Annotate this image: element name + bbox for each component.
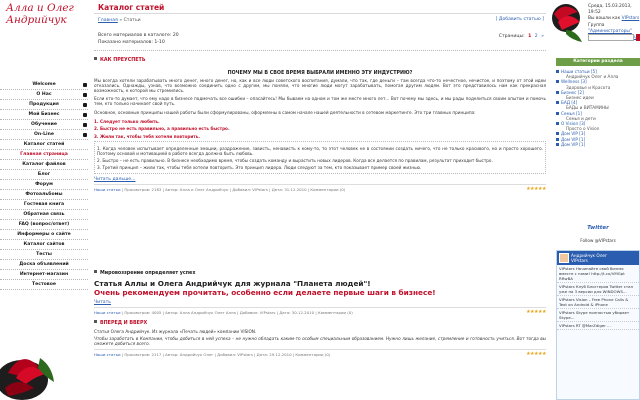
category-link[interactable]: Бизнес [2] bbox=[561, 89, 584, 95]
nav-item-feedback[interactable] bbox=[0, 210, 88, 220]
category-bullet-icon bbox=[556, 101, 559, 104]
nav-item-board[interactable] bbox=[0, 260, 88, 270]
meta-category-link[interactable]: Наши статьи bbox=[94, 310, 121, 315]
nav-label: Главная страница bbox=[20, 152, 68, 157]
categories-list bbox=[556, 69, 640, 147]
page-next-link[interactable]: » bbox=[541, 34, 544, 39]
nav-label: FAQ (вопрос/ответ) bbox=[18, 222, 70, 227]
nav-label: Интернет-магазин bbox=[19, 272, 69, 277]
avatar[interactable] bbox=[559, 253, 569, 263]
article-heading: ПОЧЕМУ МЫ В СВОЕ ВРЕМЯ ВЫБРАЛИ ИМЕННО ЭТУ ИНДУСТРИЮ? bbox=[227, 71, 413, 76]
category-bullet-icon bbox=[556, 80, 559, 83]
nav-label: On-Line bbox=[34, 132, 54, 137]
nav-label: Каталог статей bbox=[23, 142, 65, 147]
article-paragraph: Если кто-то думает, что ему надо в бизнесе подмечать все ошибки – опасайтесь! Мы бываем на одном и том же месте много лет... Вот почему мы здесь, и мы рады поделиться своим опытом и помочь тем, кто только начинает свой путь. bbox=[94, 95, 546, 106]
article-entry bbox=[94, 270, 546, 315]
article-title[interactable] bbox=[94, 57, 546, 63]
tweet-item: VIPstars Vision – Free Phone Calls & Text on Android & iPhone bbox=[557, 296, 639, 309]
article-title-text: ВПЕРЕД И ВВЕРХ bbox=[100, 321, 148, 326]
category-bullet-icon bbox=[556, 91, 559, 94]
menu-bullet-icon bbox=[83, 93, 87, 97]
article-paragraph: Основное, основные принципы нашей работы были сформулированы, оформлены в самом начале нашей деятельности в сетевом маркетинге. Это три главных принципа: bbox=[94, 110, 476, 116]
breadcrumb bbox=[98, 18, 141, 23]
category-link[interactable]: Дом VIP [1] bbox=[561, 136, 586, 142]
nav-item-site-catalog[interactable] bbox=[0, 240, 88, 250]
nav-item-informers[interactable] bbox=[0, 230, 88, 240]
menu-bullet-icon bbox=[83, 83, 87, 87]
category-bullet-icon bbox=[556, 143, 559, 146]
page-link-2[interactable]: 2 bbox=[534, 34, 538, 39]
logo-line-1: Алла и Олег bbox=[6, 2, 74, 14]
principle-detail: 3. Третий принцип – жили так, чтобы тебя хотели повторить. Это принцип лидера. Люди следуют за тем, кто показывает пример своей жизнью. bbox=[97, 165, 422, 171]
nav-item-shop[interactable] bbox=[0, 270, 88, 280]
article-meta bbox=[94, 184, 546, 192]
nav-item-photos[interactable] bbox=[0, 190, 88, 200]
nav-item-business[interactable] bbox=[0, 110, 88, 120]
category-link[interactable]: Семья [1] bbox=[561, 110, 582, 116]
user-link[interactable]: VIPstars bbox=[621, 16, 640, 22]
meta-category-link[interactable]: Наши статьи bbox=[94, 351, 121, 357]
main-navigation bbox=[0, 80, 88, 290]
category-description: Семья и дети bbox=[566, 115, 596, 121]
principle-detail: 1. Когда человек испытывает определенные эмоции, раздражение, зависть, ненависть к кому-то, то этот человек не в состоянии создать ничего, что не только красивого, но и просто хорошего. Поэтому основой и мотивацией в работе всегда должна быть любовь. bbox=[97, 145, 543, 157]
nav-label: Мой Бизнес bbox=[28, 112, 60, 117]
menu-bullet-icon bbox=[83, 123, 87, 127]
tweet-item: VIPstars RT @MarZdiger ... bbox=[557, 322, 639, 330]
read-link[interactable]: Читать bbox=[94, 300, 112, 305]
site-logo[interactable] bbox=[6, 2, 86, 36]
tweet-item: VIPstars Клуб Блоггеров Twitter стал уже на 3 версии для WINDOWS... bbox=[557, 283, 639, 296]
breadcrumb-separator: » bbox=[119, 18, 123, 23]
list-divider bbox=[94, 50, 546, 51]
nav-item-about[interactable] bbox=[0, 90, 88, 100]
article-lead: Статья Олега Андрийчук. Из журнала «Печать людей» компании VISION. bbox=[94, 329, 257, 334]
nav-label: Welcome bbox=[32, 82, 56, 87]
article-entry bbox=[94, 320, 546, 357]
nav-item-forum[interactable] bbox=[0, 180, 88, 190]
nav-item-guestbook[interactable] bbox=[0, 200, 88, 210]
rose-decoration-image bbox=[0, 318, 60, 400]
article-title[interactable] bbox=[94, 270, 546, 276]
rating-stars: ★★★★★ bbox=[526, 185, 546, 192]
meta-details: | Просмотров: 4005 | Автор: Алла Андрийчук Олег Алла | Добавил: VIPstars | Дата: 30.12.2010 | Комментарии (0) bbox=[121, 310, 353, 315]
nav-label: Обратная связь bbox=[23, 212, 65, 217]
nav-label: Доска объявлений bbox=[19, 262, 69, 267]
nav-item-files[interactable] bbox=[0, 160, 88, 170]
principle-1: 1. Следует только любить. bbox=[94, 119, 160, 125]
article-bullet-icon bbox=[94, 320, 97, 323]
category-link[interactable]: БАД [4] bbox=[561, 100, 578, 106]
category-bullet-icon bbox=[556, 70, 559, 73]
article-paragraph: Чтобы заработать в Компании, чтобы добиться в ней успеха – не нужно обладать каким-то особым специальным образованием. Нужно лишь желание, стремление и готовность учиться. Вот тогда вы сможете добиться всего. bbox=[94, 336, 546, 347]
meta-details: | Просмотров: 2183 | Автор: Алла и Олег Андрийчук | Добавил: VIPstars | Дата: 31.12.2010 | Комментарии (0) bbox=[121, 186, 346, 192]
category-link[interactable]: Наши статьи [5] bbox=[561, 69, 597, 74]
principle-3: 3. Жили так, чтобы тебя хотели повторить. bbox=[94, 133, 200, 139]
nav-item-articles[interactable] bbox=[0, 140, 88, 150]
menu-bullet-icon bbox=[83, 103, 87, 107]
meta-category-link[interactable]: Наши статьи bbox=[94, 186, 121, 192]
twitter-widget-header bbox=[557, 251, 639, 265]
article-bullet-icon bbox=[94, 57, 97, 60]
article-lead-subtitle: Очень рекомендуем прочитать, особенно если делаете первые шаги в бизнесе! bbox=[94, 288, 436, 297]
page-current: 1 bbox=[528, 34, 532, 39]
article-paragraph: Мы всегда хотели зарабатывать много денег, много денег, но, как и все люди советского воспитания, думали, что так, где деньги – там всегда что-то нечестное, нечистое, и поэтому от этой идеи отказались. Однажды, узнав, что возможно соединить одно с другим, мы поняли, что многие люди могут зарабатывать, помогая другим людям. Вот это представилось нам как прекрасная возможность, к которой мы стремились. bbox=[94, 78, 546, 94]
category-item[interactable] bbox=[556, 142, 640, 147]
nav-label: Фотоальбомы bbox=[25, 192, 63, 197]
nav-label: Тесты bbox=[36, 252, 52, 257]
article-meta bbox=[94, 349, 546, 357]
category-bullet-icon bbox=[556, 132, 559, 135]
tweet-item: VIPstars Начинайте свой бизнес вместе с нами! http://t.co/VMGpt RRwBA bbox=[557, 265, 639, 283]
group-label: Группа bbox=[588, 22, 605, 28]
breadcrumb-home-link[interactable]: Главная bbox=[98, 18, 118, 23]
nav-item-training[interactable] bbox=[0, 120, 88, 130]
nav-item-online[interactable] bbox=[0, 130, 88, 140]
nav-label: О Нас bbox=[36, 92, 52, 97]
nav-item-test[interactable] bbox=[0, 280, 88, 290]
menu-bullet-icon bbox=[83, 113, 87, 117]
article-title-text: КАК ПРЕУСПЕТЬ bbox=[100, 58, 146, 63]
search-input[interactable] bbox=[588, 34, 634, 41]
nav-label: Каталог файлов bbox=[22, 162, 66, 167]
total-count: Всего материалов в каталоге: 20 bbox=[98, 33, 179, 38]
article-bullet-icon bbox=[94, 270, 97, 273]
current-date: Среда, 15.03.2013, 19:52 bbox=[588, 4, 632, 16]
article-entry bbox=[94, 57, 546, 192]
nav-item-faq[interactable] bbox=[0, 220, 88, 230]
categories-header: Категории раздела bbox=[556, 58, 640, 66]
nav-label: Обучение bbox=[31, 122, 57, 127]
welcome-text: Вы вошли как bbox=[588, 16, 621, 22]
twitter-handle[interactable]: VIPstars bbox=[571, 258, 588, 263]
principle-2: 2. Быстро не есть правильно, а правильно есть быстро. bbox=[94, 126, 230, 132]
twitter-header: Twitter bbox=[587, 225, 609, 231]
category-link[interactable]: О Vision [3] bbox=[561, 121, 586, 127]
article-lead-title: Статья Аллы и Олега Андрийчук для журнала "Планета людей"! bbox=[94, 279, 371, 288]
title-divider bbox=[94, 13, 546, 14]
twitter-widget bbox=[556, 250, 640, 400]
rating-stars: ★★★★★ bbox=[526, 350, 546, 357]
rating-stars: ★★★★★ bbox=[526, 309, 546, 315]
nav-label: Гостевая книга bbox=[23, 202, 65, 207]
pagination-label: Страницы: bbox=[498, 34, 525, 39]
category-bullet-icon bbox=[556, 112, 559, 115]
category-bullet-icon bbox=[556, 138, 559, 141]
category-description: Андрийчук Олег и Алла bbox=[566, 74, 619, 80]
category-link[interactable]: Дом VIP [1] bbox=[561, 141, 586, 147]
category-bullet-icon bbox=[556, 122, 559, 125]
add-article-link[interactable]: [ Добавить статью ] bbox=[495, 17, 544, 22]
category-description: БАДы и ВИТАМИНЫ bbox=[566, 105, 609, 111]
principle-detail: 2. Быстро – не есть правильно. В бизнесе необходимо время, чтобы создать команду и вырастить новых лидеров. Когда все делается по правилам, результат приходит быстро. bbox=[97, 158, 493, 164]
article-title-text: Мировоззрение определяет успех bbox=[100, 271, 196, 276]
group-link[interactable]: "Администраторы" bbox=[588, 28, 632, 34]
category-link[interactable]: Дом VIP [3] bbox=[561, 131, 586, 137]
principles-box bbox=[94, 141, 546, 174]
nav-label: Блог bbox=[37, 172, 51, 177]
nav-item-home[interactable] bbox=[0, 150, 88, 160]
article-title[interactable] bbox=[94, 320, 546, 326]
breadcrumb-current: Статьи bbox=[123, 18, 141, 23]
nav-label: Информеры о сайте bbox=[17, 232, 71, 237]
shown-count: Показано материалов: 1-10 bbox=[98, 40, 165, 45]
nav-label: Каталог сайтов bbox=[23, 242, 65, 247]
article-meta bbox=[94, 307, 546, 315]
tweet-item: VIPstars Skype полностью убирает Skype... bbox=[557, 309, 639, 322]
twitter-profile bbox=[571, 253, 607, 263]
twitter-follow-button[interactable]: Follow @VIPstars bbox=[580, 238, 616, 243]
read-more-link[interactable]: Читать дальше... bbox=[94, 176, 136, 182]
category-description: Бизнес идеи bbox=[566, 95, 594, 101]
nav-label: Продукция bbox=[29, 102, 59, 107]
right-sidebar bbox=[552, 0, 640, 400]
category-description: Здоровье и Красота bbox=[566, 84, 611, 90]
pagination bbox=[499, 34, 544, 39]
category-description: Просто о Vision bbox=[566, 126, 600, 132]
page-title: Каталог статей bbox=[98, 3, 165, 12]
nav-item-blog[interactable] bbox=[0, 170, 88, 180]
nav-label: Форум bbox=[35, 182, 53, 187]
left-sidebar bbox=[0, 0, 88, 400]
nav-item-tests[interactable] bbox=[0, 250, 88, 260]
logo-line-2: Андрийчук bbox=[6, 14, 67, 26]
nav-item-products[interactable] bbox=[0, 100, 88, 110]
nav-label: Тестовое bbox=[32, 282, 56, 287]
menu-bullet-icon bbox=[83, 133, 87, 137]
meta-details: | Просмотров: 2117 | Автор: Андрийчук Олег | Добавил: VIPstars | Дата: 29.12.2010 | Комментарии (0) bbox=[121, 351, 331, 357]
main-content bbox=[88, 0, 550, 400]
search-button[interactable] bbox=[636, 34, 640, 41]
category-link[interactable]: Wellness [3] bbox=[561, 79, 587, 85]
nav-item-welcome[interactable] bbox=[0, 80, 88, 90]
materials-count bbox=[98, 32, 179, 46]
twitter-name: Андрийчук Олег bbox=[571, 253, 608, 258]
